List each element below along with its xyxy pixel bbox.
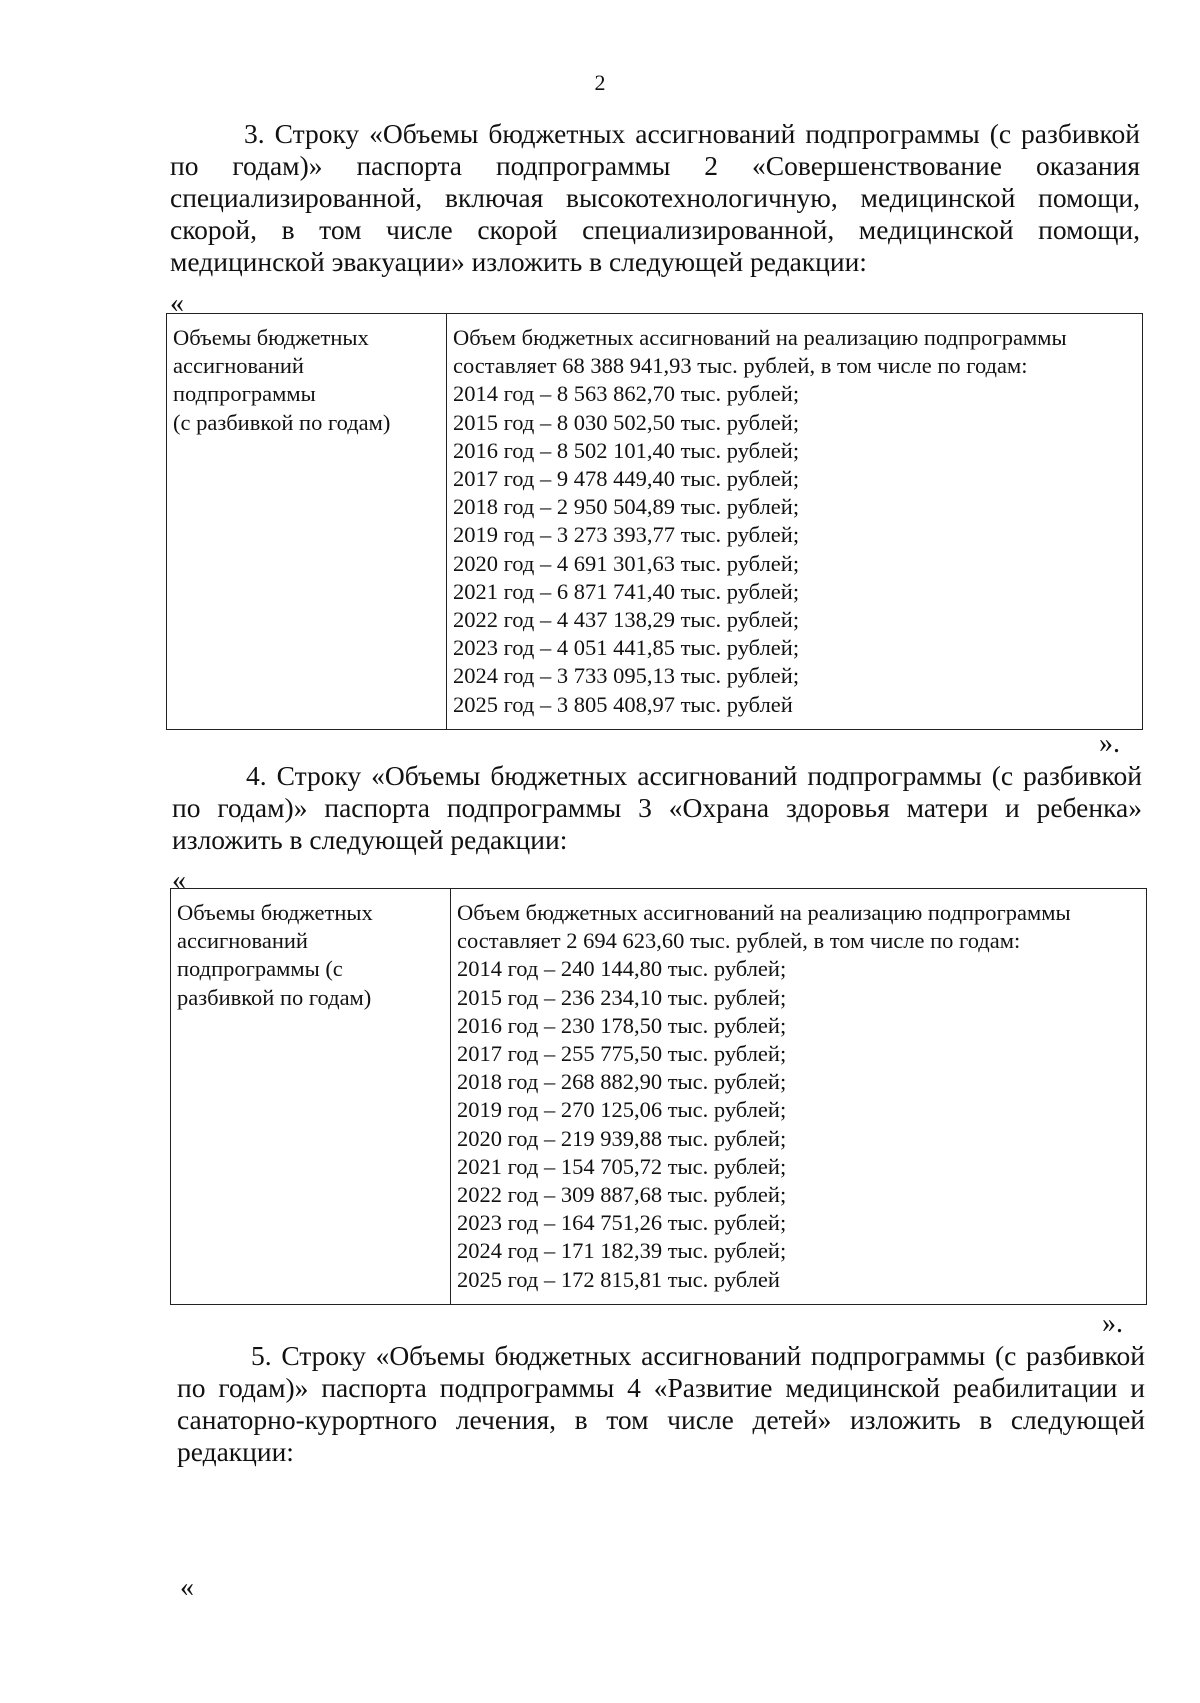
budget-table-subprogram-2 bbox=[166, 313, 1143, 730]
page-number: 2 bbox=[594, 70, 606, 95]
paragraph-item-3 bbox=[170, 118, 1140, 278]
intro-line: составляет 68 388 941,93 тыс. рублей, в том числе по годам: bbox=[453, 353, 1028, 379]
value-cell bbox=[451, 889, 1147, 1305]
label-line: Объемы бюджетных bbox=[173, 325, 369, 350]
label-cell bbox=[167, 314, 447, 730]
year-line: 2014 год – 8 563 862,70 тыс. рублей; bbox=[453, 381, 800, 407]
close-quote: ». bbox=[1102, 1308, 1123, 1339]
intro-line: составляет 2 694 623,60 тыс. рублей, в том числе по годам: bbox=[457, 928, 1021, 954]
year-line: 2016 год – 8 502 101,40 тыс. рублей; bbox=[453, 437, 800, 463]
table-row bbox=[171, 889, 1147, 1305]
year-line: 2024 год – 171 182,39 тыс. рублей; bbox=[457, 1238, 787, 1264]
year-line: 2017 год – 9 478 449,40 тыс. рублей; bbox=[453, 466, 800, 492]
budget-table-subprogram-3 bbox=[170, 888, 1147, 1305]
value-cell bbox=[447, 314, 1143, 730]
year-line: 2020 год – 4 691 301,63 тыс. рублей; bbox=[453, 550, 800, 576]
year-line: 2019 год – 270 125,06 тыс. рублей; bbox=[457, 1097, 787, 1123]
year-line: 2018 год – 2 950 504,89 тыс. рублей; bbox=[453, 494, 800, 520]
label-cell bbox=[171, 889, 451, 1305]
paragraph-item-5 bbox=[177, 1340, 1145, 1468]
year-line: 2019 год – 3 273 393,77 тыс. рублей; bbox=[453, 522, 800, 548]
year-line: 2021 год – 154 705,72 тыс. рублей; bbox=[457, 1153, 787, 1179]
label-line: Объемы бюджетных bbox=[177, 900, 373, 925]
paragraph-text: 5. Строку «Объемы бюджетных ассигнований подпрограммы (с разбивкой по годам)» паспорта подпрограммы 4 «Развитие медицинской реабилитации и санаторно-курортного лечения, в том числе детей» изложить в следующей редакции: bbox=[177, 1340, 1145, 1467]
year-line: 2021 год – 6 871 741,40 тыс. рублей; bbox=[453, 578, 800, 604]
intro-line: Объем бюджетных ассигнований на реализацию подпрограммы bbox=[457, 900, 1071, 925]
year-line: 2022 год – 309 887,68 тыс. рублей; bbox=[457, 1182, 787, 1208]
year-line: 2023 год – 4 051 441,85 тыс. рублей; bbox=[453, 635, 800, 661]
intro-line: Объем бюджетных ассигнований на реализацию подпрограммы bbox=[453, 325, 1067, 350]
paragraph-item-4 bbox=[172, 760, 1142, 856]
year-line: 2015 год – 236 234,10 тыс. рублей; bbox=[457, 984, 787, 1010]
year-line: 2015 год – 8 030 502,50 тыс. рублей; bbox=[453, 409, 800, 435]
year-line: 2025 год – 172 815,81 тыс. рублей bbox=[457, 1266, 780, 1292]
year-line: 2024 год – 3 733 095,13 тыс. рублей; bbox=[453, 663, 800, 689]
year-line: 2018 год – 268 882,90 тыс. рублей; bbox=[457, 1069, 787, 1095]
open-quote: « bbox=[180, 1572, 194, 1603]
label-line: ассигнований bbox=[177, 928, 308, 954]
year-line: 2023 год – 164 751,26 тыс. рублей; bbox=[457, 1210, 787, 1236]
year-line: 2020 год – 219 939,88 тыс. рублей; bbox=[457, 1125, 787, 1151]
year-line: 2016 год – 230 178,50 тыс. рублей; bbox=[457, 1012, 787, 1038]
open-quote: « bbox=[170, 288, 184, 319]
paragraph-text: 4. Строку «Объемы бюджетных ассигнований подпрограммы (с разбивкой по годам)» паспорта подпрограммы 3 «Охрана здоровья матери и ребенка» изложить в следующей редакции: bbox=[172, 760, 1142, 855]
paragraph-text: 3. Строку «Объемы бюджетных ассигнований подпрограммы (с разбивкой по годам)» паспорта подпрограммы 2 «Совершенствование оказания специализированной, включая высокотехнологичную, медицинской помощи, скорой, в том числе скорой специализированной, медицинской помощи, медицинской эвакуации» изложить в следующей редакции: bbox=[170, 118, 1140, 277]
open-quote: « bbox=[172, 865, 186, 896]
table-row bbox=[167, 314, 1143, 730]
label-line: разбивкой по годам) bbox=[177, 984, 372, 1010]
label-line: подпрограммы bbox=[173, 381, 316, 407]
label-line: подпрограммы (с bbox=[177, 956, 343, 982]
close-quote: ». bbox=[1099, 728, 1120, 759]
label-line: (с разбивкой по годам) bbox=[173, 409, 391, 435]
label-line: ассигнований bbox=[173, 353, 304, 379]
year-line: 2014 год – 240 144,80 тыс. рублей; bbox=[457, 956, 787, 982]
year-line: 2025 год – 3 805 408,97 тыс. рублей bbox=[453, 691, 793, 717]
year-line: 2022 год – 4 437 138,29 тыс. рублей; bbox=[453, 607, 800, 633]
year-line: 2017 год – 255 775,50 тыс. рублей; bbox=[457, 1041, 787, 1067]
